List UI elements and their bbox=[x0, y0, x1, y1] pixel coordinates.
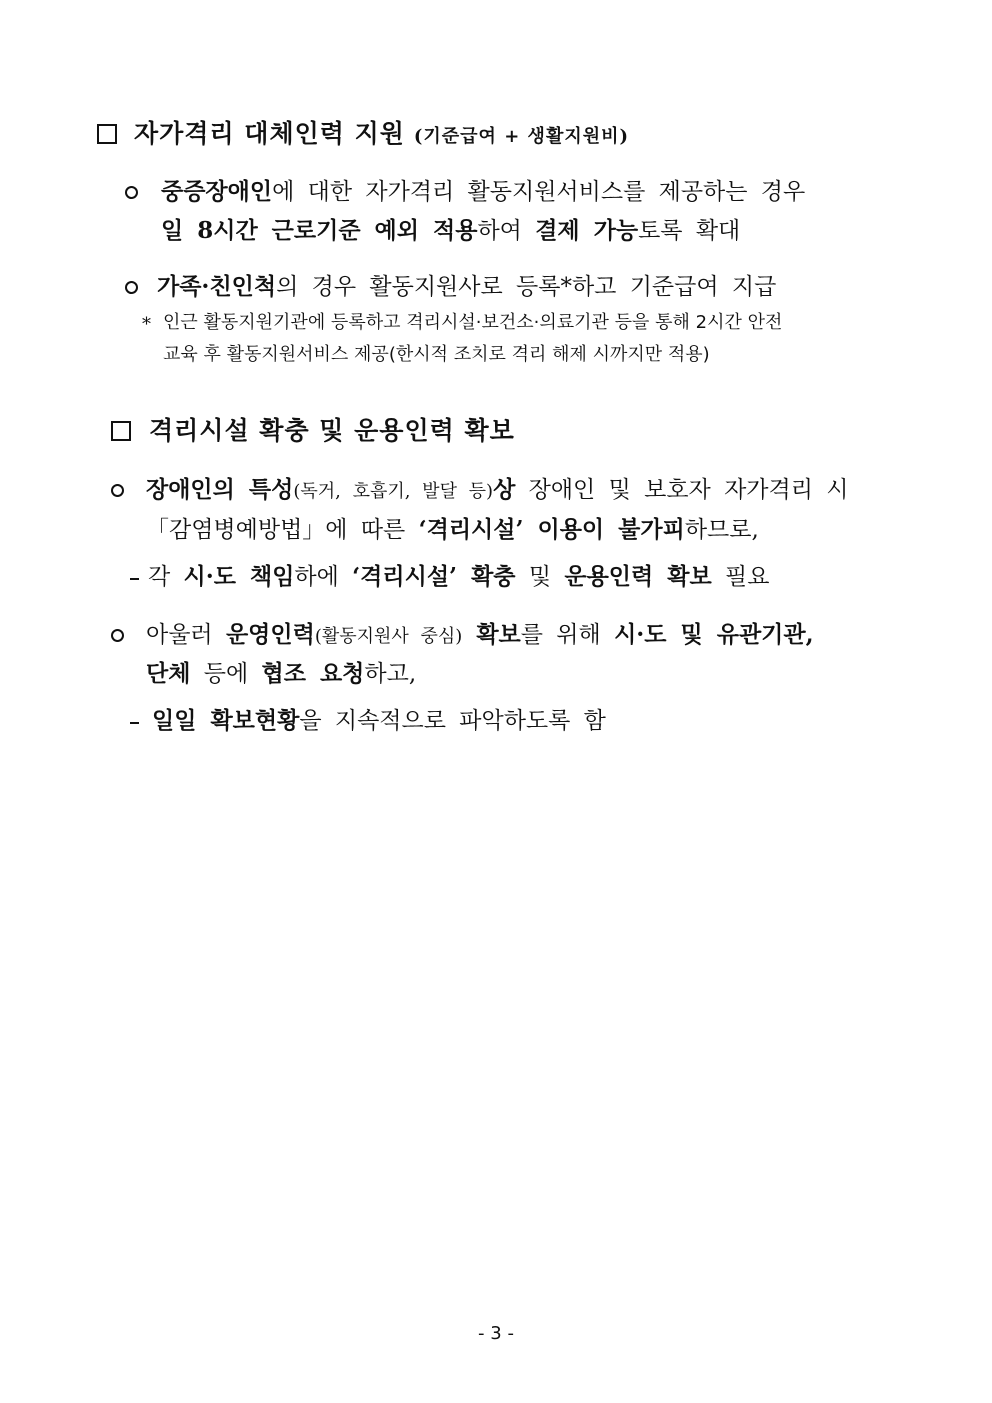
bullet-circle bbox=[125, 281, 138, 294]
text-run: (활동지원사 중심) bbox=[314, 626, 463, 647]
footnote-line: 교육 후 활동지원서비스 제공(한시적 조치로 격리 해제 시까지만 적용) bbox=[163, 344, 710, 365]
bullet-circle bbox=[111, 484, 124, 497]
text-run: 상 bbox=[493, 476, 516, 503]
section-checkbox-2 bbox=[111, 421, 131, 441]
paragraph-line bbox=[146, 623, 814, 647]
text-run: 장애인의 특성 bbox=[146, 476, 294, 503]
text-run: 하므로, bbox=[684, 517, 759, 543]
text-run: 토록 확대 bbox=[638, 218, 741, 244]
text-run: 및 bbox=[515, 564, 565, 590]
dash-marker bbox=[130, 578, 139, 580]
section-checkbox-1 bbox=[97, 124, 117, 144]
footnote-line: 인근 활동지원기관에 등록하고 격리시설·보건소·의료기관 등을 통해 2시간 안전 bbox=[163, 312, 783, 333]
section-title-1: 자가격리 대체인력 지원 bbox=[134, 119, 405, 148]
text-run: ‘격리시설’ 확충 bbox=[352, 563, 516, 590]
paragraph-line bbox=[146, 478, 848, 502]
text-run: 필요 bbox=[711, 564, 770, 590]
text-run: 아울러 bbox=[146, 622, 226, 648]
text-run: 일 8시간 근로기준 예외 적용 bbox=[161, 217, 478, 244]
text-run: 의 경우 활동지원사로 등록*하고 기준급여 지급 bbox=[276, 274, 777, 300]
text-run: 하고, bbox=[364, 661, 417, 687]
text-run: (독거, 호흡기, 발달 등) bbox=[293, 481, 494, 502]
text-run: 하여 bbox=[477, 218, 536, 244]
text-run: 에 대한 자가격리 활동지원서비스를 제공하는 경우 bbox=[272, 179, 806, 205]
paragraph-line bbox=[148, 565, 769, 589]
paragraph-line bbox=[146, 662, 416, 686]
text-run: 협조 요청 bbox=[261, 660, 365, 687]
text-run: 가족·친인척 bbox=[157, 273, 277, 300]
text-run: 단체 bbox=[146, 660, 191, 687]
text-run: 중증장애인 bbox=[161, 178, 273, 205]
text-run: 을 지속적으로 파악하도록 함 bbox=[299, 708, 606, 734]
section-heading-2 bbox=[149, 418, 515, 443]
dash-marker bbox=[130, 722, 139, 724]
footnote-mark: * bbox=[142, 314, 151, 335]
page-number: - 3 - bbox=[478, 1323, 514, 1344]
text-run: 확보 bbox=[462, 621, 521, 648]
text-run: 각 bbox=[148, 564, 184, 590]
text-run: 운영인력 bbox=[225, 621, 315, 648]
text-run: 결제 가능 bbox=[535, 217, 639, 244]
bullet-circle bbox=[125, 186, 138, 199]
text-run: ‘격리시설’ 이용이 불가피 bbox=[418, 516, 685, 543]
bullet-circle bbox=[111, 629, 124, 642]
section-title-note-1: (기준급여 + 생활지원비) bbox=[413, 126, 630, 147]
paragraph-line bbox=[161, 219, 740, 243]
text-run: 장애인 및 보호자 자가격리 시 bbox=[515, 477, 849, 503]
paragraph-line bbox=[157, 275, 776, 299]
paragraph-line bbox=[152, 709, 606, 733]
text-run: 등에 bbox=[190, 661, 262, 687]
section-heading-1 bbox=[134, 121, 629, 146]
text-run: 하에 bbox=[294, 564, 353, 590]
paragraph-line bbox=[146, 518, 759, 542]
text-run: 를 위해 bbox=[520, 622, 615, 648]
text-run: 운용인력 확보 bbox=[564, 563, 712, 590]
text-run: 「감염병예방법」에 따른 bbox=[146, 517, 419, 543]
text-run: 시·도 책임 bbox=[183, 563, 295, 590]
paragraph-line bbox=[161, 180, 805, 204]
text-run: 일일 확보현황 bbox=[152, 707, 300, 734]
text-run: 시·도 및 유관기관, bbox=[614, 621, 814, 648]
section-title-2: 격리시설 확충 및 운용인력 확보 bbox=[149, 416, 515, 445]
